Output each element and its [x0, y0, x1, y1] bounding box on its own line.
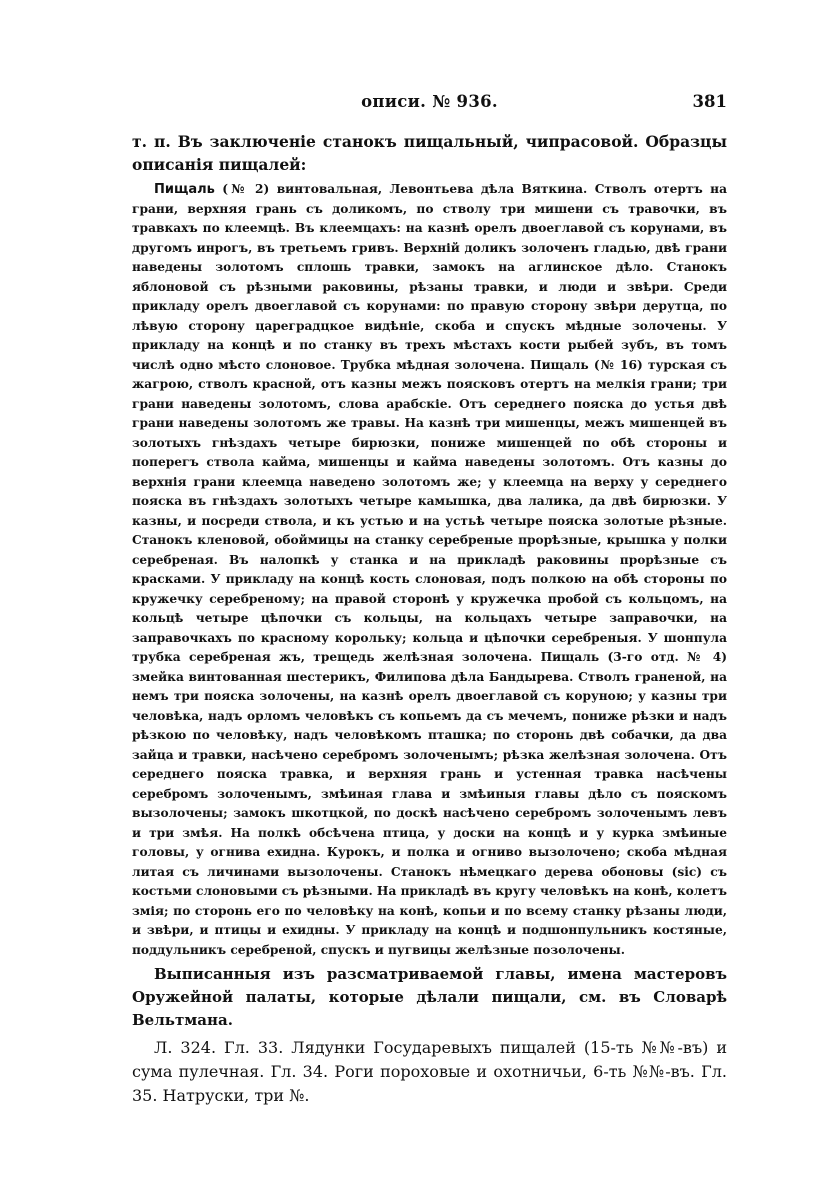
paragraph-intro: т. п. Въ заключеніе станокъ пищальный, чипрасовой. Образцы описанія пищалей:: [132, 132, 727, 174]
paragraph-descriptions-text: (№ 2) винтовальная, Левонтьева дѣла Вяткина. Стволъ отертъ на грани, верхняя грань съ доликомъ, по стволу три мишени съ травочки, въ травкахъ по клеемцѣ. Въ клеемцахъ: на казнѣ орелъ двоеглавой съ корунами, въ другомъ инрогъ, въ третьемъ гривъ. Верхній доликъ золоченъ гладью, двѣ грани наведены золотомъ сплошь травки, замокъ на аглинское дѣло. Станокъ яблоновой съ рѣзными раковины, рѣзаны травки, и люди и звѣри. Среди прикладу орелъ двоеглавой съ корунами: по правую сторону звѣри дерутца, по лѣвую сторону цареградцкое видѣніе, скоба и спускъ мѣдные золочены. У прикладу на концѣ и по станку въ трехъ мѣстахъ кости рыбей зубъ, въ томъ числѣ одно мѣсто слоновое. Трубка мѣдная золочена. Пищаль (№ 16) турская съ жагрою, стволъ красной, отъ казны межъ поясковъ отертъ на мелкія грани; три грани наведены золотомъ, слова арабскіе. Отъ середнего пояска до устья двѣ грани наведены золотомъ же травы. На казнѣ три мишенцы, межъ мишенцей въ золотыхъ гнѣздахъ четыре бирюзки, пониже мишенцей по обѣ стороны и поперегъ ствола кайма, мишенцы и кайма наведены золотомъ. Отъ казны до верхнія грани клеемца наведено золотомъ же; у клеемца на верху у середнего пояска въ гнѣздахъ золотыхъ четыре камышка, два лалика, да двѣ бирюзки. У казны, и посреди ствола, и къ устью и на устьѣ четыре пояска золотые рѣзные. Станокъ кленовой, обоймицы на станку серебреные прорѣзные, крышка у полки серебреная. Въ налопкѣ у станка и на прикладѣ раковины прорѣзные съ красками. У прикладу на концѣ кость слоновая, подъ полкою на обѣ стороны по кружечку серебреному; на правой сторонѣ у кружечка пробой съ кольцомъ, на кольцѣ четыре цѣпочки съ кольцы, на кольцахъ четыре заправочки, на заправочкахъ по красному корольку; кольца и цѣпочки серебреныя. У шонпула трубка серебреная жъ, трещедь желѣзная золочена. Пищаль (3-го отд. № 4) змейка винтованная шестерикъ, Филипова дѣла Бандырева. Стволъ граненой, на немъ три пояска золочены, на казнѣ орелъ двоеглавой съ коруною; у казны три человѣка, надъ орломъ человѣкъ съ копьемъ да съ мечемъ, пониже рѣзки и надъ рѣзкою по человѣку, надъ человѣкомъ пташка; по сторонь двѣ собачки, да два зайца и травки, насѣчено серебромъ золоченымъ; рѣзка желѣзная золочена. Отъ середнего пояска травка, и верхняя грань и устенная травка насѣчены серебромъ золоченымъ, змѣиная глава и змѣиныя главы дѣло съ пояскомъ вызолочены; замокъ шкотцкой, по доскѣ насѣчено серебромъ золоченымъ левъ и три змѣя. На полкѣ обсѣчена птица, у доски на концѣ и у курка змѣиные головы, у огнива ехидна. Курокъ, и полка и огниво вызолочено; скоба мѣдная литая съ личинами вызолочены. Станокъ нѣмецкаго дерева обоновы (sic) съ костьми слоновыми съ рѣзными. На прикладѣ въ кругу человѣкъ на конѣ, колетъ змія; по сторонь его по человѣку на конѣ, копьи и по всему станку рѣзаны люди, и звѣри, и птицы и ехидны. У прикладу на концѣ и подшонпульникъ костяные, поддульникъ серебреной, спускъ и пугвицы желѣзные позолочены.: [132, 182, 727, 957]
paragraph-note: Выписанныя изъ разсматриваемой главы, имена мастеровъ Оружейной палаты, которые дѣлали пищали, см. въ Словарѣ Вельтмана.: [132, 965, 727, 1029]
running-head-title: описи. № 936.: [361, 92, 498, 111]
paragraph-descriptions: [132, 180, 727, 960]
paragraph-list-entry: Л. 324. Гл. 33. Лядунки Государевыхъ пищалей (15-ть №№-въ) и сума пулечная. Гл. 34. Роги пороховые и охотничьи, 6-ть №№-въ. Гл. 35. Натруски, три №.: [132, 1038, 727, 1105]
paragraph-lead-word: Пищаль: [154, 182, 215, 197]
body-text: [132, 131, 727, 1108]
running-head: [132, 92, 727, 118]
page-number: 381: [692, 92, 727, 111]
